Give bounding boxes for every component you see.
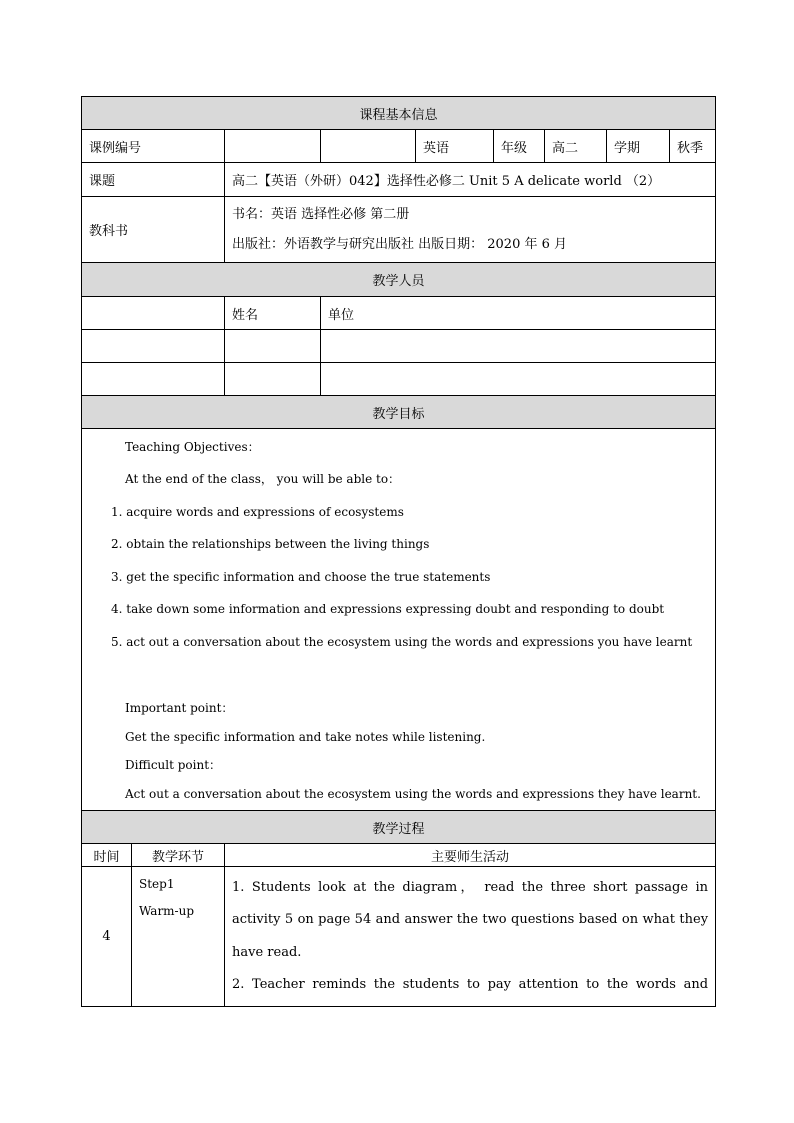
topic-value: 高二【英语（外研）042】选择性必修二 Unit 5 A delicate world （2） — [225, 163, 716, 197]
objective-item: 2. obtain the relationships between the living things — [111, 537, 430, 552]
step-number: Step1 — [139, 877, 175, 891]
term-value: 秋季 — [670, 130, 716, 163]
textbook-info — [225, 197, 716, 263]
stage-name: Warm-up — [139, 904, 195, 918]
course-code-value — [225, 130, 321, 163]
objective-item: 5. act out a conversation about the ecosystem using the words and expressions you have learnt — [111, 634, 693, 649]
section-basic-info: 课程基本信息 — [82, 97, 716, 130]
section-goals: 教学目标 — [82, 396, 716, 429]
important-point-text: Get the specific information and take notes while listening. — [125, 729, 486, 744]
staff-row-2-name — [225, 363, 321, 396]
staff-header-blank — [82, 297, 225, 330]
process-activity — [225, 867, 716, 1007]
objective-item: 1. acquire words and expressions of ecosystems — [111, 504, 404, 519]
activity-line: activity 5 on page 54 and answer the two questions based on what they — [232, 912, 709, 927]
subject-value: 英语 — [416, 130, 494, 163]
process-col-stage: 教学环节 — [132, 844, 225, 867]
textbook-publisher: 出版社：外语教学与研究出版社 出版日期： 2020 年 6 月 — [232, 236, 568, 252]
term-label: 学期 — [607, 130, 670, 163]
difficult-point-text: Act out a conversation about the ecosystem using the words and expressions they have learnt. — [125, 786, 701, 801]
objective-item: 4. take down some information and expressions expressing doubt and responding to doubt — [111, 602, 665, 617]
section-staff: 教学人员 — [82, 263, 716, 297]
staff-row-2-unit — [321, 363, 716, 396]
topic-label: 课题 — [82, 163, 225, 197]
objectives-title: Teaching Objectives： — [125, 439, 260, 454]
activity-line: 2. Teacher reminds the students to pay attention to the words and — [232, 977, 709, 992]
grade-label: 年级 — [494, 130, 545, 163]
textbook-title: 书名：英语 选择性必修 第二册 — [232, 206, 410, 222]
activity-line: have read. — [232, 944, 302, 960]
section-process: 教学过程 — [82, 811, 716, 844]
lesson-plan-table — [81, 96, 716, 1007]
activity-line: 1. Students look at the diagram， read the three short passage in — [232, 879, 709, 895]
grade-value: 高二 — [545, 130, 607, 163]
course-code-blank — [321, 130, 416, 163]
staff-row-1-role — [82, 330, 225, 363]
staff-name-header: 姓名 — [225, 297, 321, 330]
process-stage — [132, 867, 225, 1007]
staff-unit-header: 单位 — [321, 297, 716, 330]
staff-row-1-name — [225, 330, 321, 363]
objectives-intro: At the end of the class， you will be able to： — [125, 472, 401, 487]
important-point-label: Important point： — [125, 701, 234, 716]
textbook-label: 教科书 — [82, 197, 225, 263]
process-time: 4 — [82, 867, 132, 1007]
teaching-objectives — [82, 429, 716, 811]
objective-item: 3. get the specific information and choose the true statements — [111, 569, 491, 584]
difficult-point-label: Difficult point： — [125, 758, 222, 773]
process-col-activity: 主要师生活动 — [225, 844, 716, 867]
staff-row-2-role — [82, 363, 225, 396]
staff-row-1-unit — [321, 330, 716, 363]
course-code-label: 课例编号 — [82, 130, 225, 163]
process-col-time: 时间 — [82, 844, 132, 867]
